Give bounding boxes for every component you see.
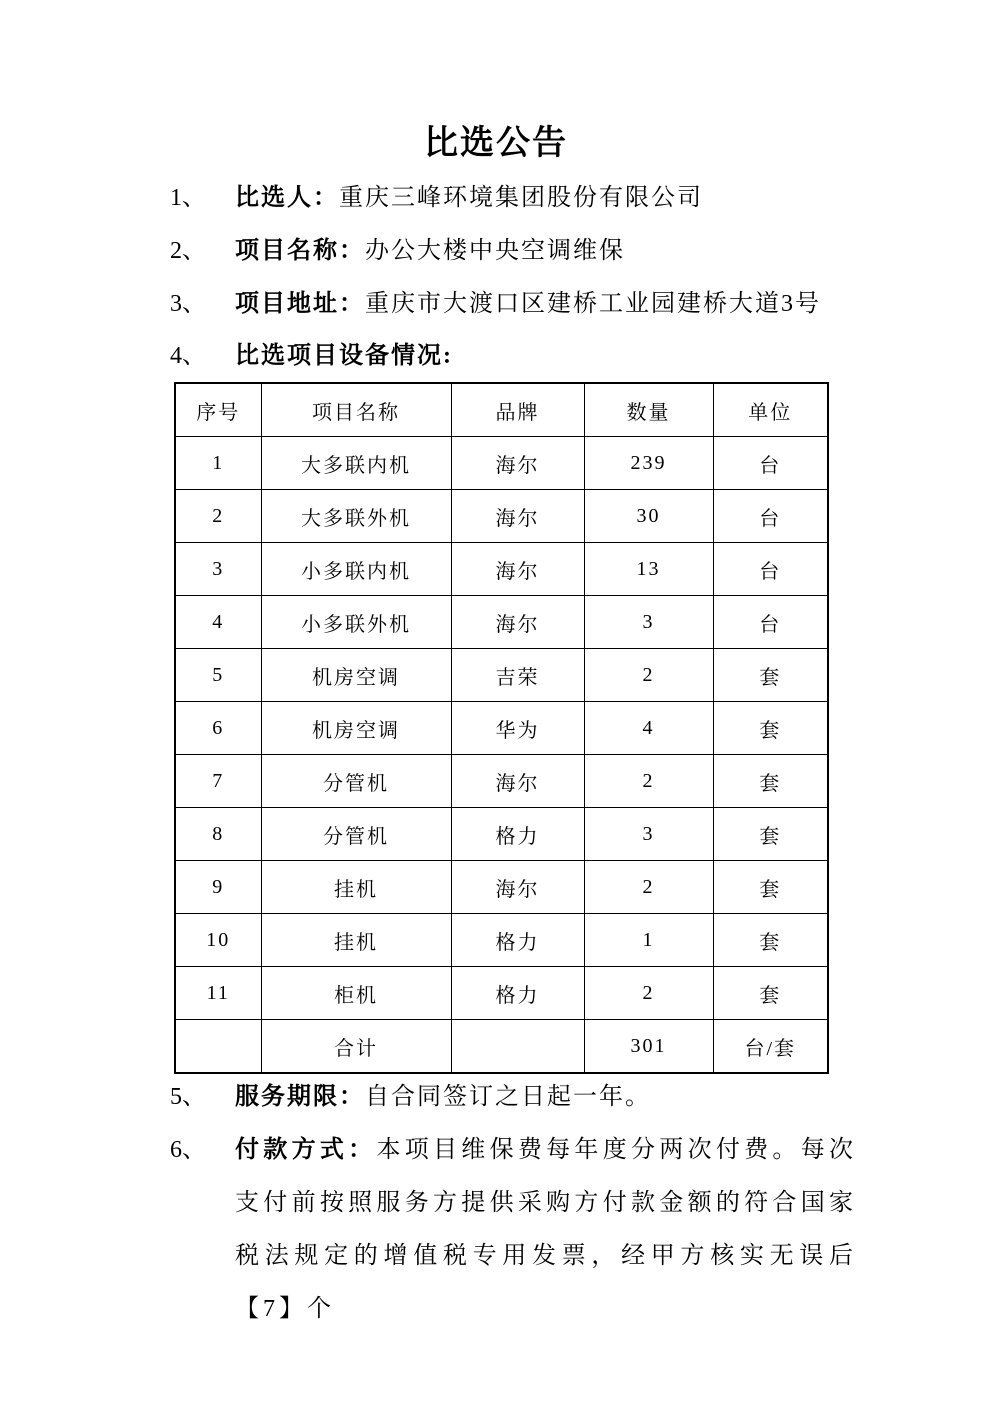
table-cell: 华为 — [451, 702, 584, 755]
numbered-item-5 — [170, 1071, 857, 1124]
table-cell: 机房空调 — [261, 702, 451, 755]
table-cell: 1 — [175, 437, 261, 490]
table-row — [175, 861, 828, 914]
table-cell: 海尔 — [451, 543, 584, 596]
item-label: 服务期限： — [235, 1084, 365, 1110]
table-cell: 10 — [175, 914, 261, 967]
item-label: 比选项目设备情况: — [235, 343, 453, 369]
table-row — [175, 914, 828, 967]
table-cell: 格力 — [451, 967, 584, 1020]
item-number: 4、 — [170, 343, 206, 369]
table-cell: 2 — [584, 649, 713, 702]
table-cell: 海尔 — [451, 596, 584, 649]
header-cell-brand: 品牌 — [451, 383, 584, 437]
table-row — [175, 808, 828, 861]
table-cell: 4 — [175, 596, 261, 649]
item-number: 6、 — [170, 1137, 206, 1163]
table-cell: 套 — [713, 967, 828, 1020]
table-cell: 13 — [584, 543, 713, 596]
table-cell: 大多联外机 — [261, 490, 451, 543]
header-cell-name: 项目名称 — [261, 383, 451, 437]
item-text: 重庆市大渡口区建桥工业园建桥大道3号 — [365, 291, 821, 317]
equipment-table-body — [175, 437, 828, 1074]
table-cell: 1 — [584, 914, 713, 967]
item-number: 1、 — [170, 185, 206, 211]
table-cell: 套 — [713, 808, 828, 861]
table-cell: 柜机 — [261, 967, 451, 1020]
table-cell: 台 — [713, 490, 828, 543]
item-label: 付款方式： — [235, 1137, 377, 1163]
table-cell: 海尔 — [451, 755, 584, 808]
table-cell: 台 — [713, 437, 828, 490]
numbered-item-3 — [170, 278, 857, 331]
table-cell: 9 — [175, 861, 261, 914]
table-cell: 吉荣 — [451, 649, 584, 702]
table-row — [175, 490, 828, 543]
table-cell: 11 — [175, 967, 261, 1020]
table-row — [175, 1020, 828, 1074]
table-row — [175, 543, 828, 596]
table-cell: 2 — [175, 490, 261, 543]
table-row — [175, 967, 828, 1020]
table-cell: 5 — [175, 649, 261, 702]
table-header-row — [175, 383, 828, 437]
table-cell: 小多联内机 — [261, 543, 451, 596]
table-cell: 套 — [713, 861, 828, 914]
table-cell: 7 — [175, 755, 261, 808]
header-cell-seq: 序号 — [175, 383, 261, 437]
numbered-item-4 — [170, 330, 857, 383]
table-cell: 4 — [584, 702, 713, 755]
table-cell: 分管机 — [261, 755, 451, 808]
item-label: 比选人： — [235, 185, 339, 211]
table-cell: 海尔 — [451, 861, 584, 914]
table-cell: 301 — [584, 1020, 713, 1074]
table-cell: 格力 — [451, 808, 584, 861]
table-cell: 2 — [584, 755, 713, 808]
table-cell: 2 — [584, 861, 713, 914]
item-number: 3、 — [170, 291, 206, 317]
item-text: 重庆三峰环境集团股份有限公司 — [339, 185, 703, 211]
table-cell: 套 — [713, 914, 828, 967]
table-row — [175, 755, 828, 808]
numbered-item-2 — [170, 225, 857, 278]
table-cell: 3 — [175, 543, 261, 596]
table-cell: 机房空调 — [261, 649, 451, 702]
numbered-item-1 — [170, 172, 857, 225]
table-cell: 3 — [584, 808, 713, 861]
table-cell: 小多联外机 — [261, 596, 451, 649]
table-cell: 分管机 — [261, 808, 451, 861]
table-row — [175, 437, 828, 490]
equipment-table — [174, 382, 829, 1074]
table-cell: 套 — [713, 649, 828, 702]
table-cell: 3 — [584, 596, 713, 649]
item-text: 办公大楼中央空调维保 — [365, 238, 625, 264]
table-cell: 239 — [584, 437, 713, 490]
header-cell-unit: 单位 — [713, 383, 828, 437]
table-cell: 30 — [584, 490, 713, 543]
table-cell: 合计 — [261, 1020, 451, 1074]
table-row — [175, 702, 828, 755]
table-cell: 挂机 — [261, 914, 451, 967]
table-cell: 套 — [713, 702, 828, 755]
table-cell: 海尔 — [451, 490, 584, 543]
table-cell: 格力 — [451, 914, 584, 967]
table-cell — [175, 1020, 261, 1074]
table-cell: 套 — [713, 755, 828, 808]
page-title: 比选公告 — [424, 125, 568, 162]
table-row — [175, 596, 828, 649]
table-cell — [451, 1020, 584, 1074]
table-cell: 海尔 — [451, 437, 584, 490]
item-label: 项目名称： — [235, 238, 365, 264]
item-text: 本项目维保费每年度分两次付费。每次支付前按照服务方提供采购方付款金额的符合国家税法规定的增值税专用发票，经甲方核实无误后【7】个 — [235, 1137, 858, 1322]
item-number: 5、 — [170, 1084, 206, 1110]
table-cell: 挂机 — [261, 861, 451, 914]
table-row — [175, 649, 828, 702]
table-cell: 大多联内机 — [261, 437, 451, 490]
table-cell: 台 — [713, 543, 828, 596]
numbered-item-6 — [170, 1124, 857, 1336]
table-cell: 2 — [584, 967, 713, 1020]
item-label: 项目地址： — [235, 291, 365, 317]
table-cell: 8 — [175, 808, 261, 861]
table-cell: 台/套 — [713, 1020, 828, 1074]
header-cell-qty: 数量 — [584, 383, 713, 437]
table-cell: 6 — [175, 702, 261, 755]
item-number: 2、 — [170, 238, 206, 264]
item-text: 自合同签订之日起一年。 — [365, 1084, 651, 1110]
table-cell: 台 — [713, 596, 828, 649]
